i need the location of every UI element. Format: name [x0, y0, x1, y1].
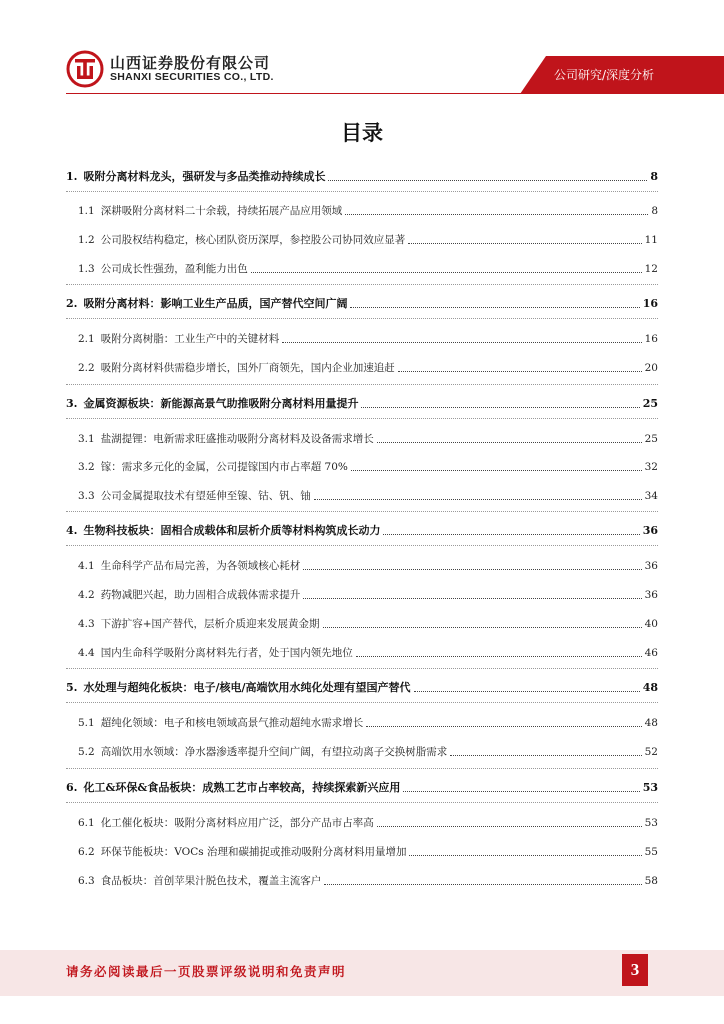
- toc-section-4[interactable]: [66, 520, 658, 538]
- page-number: 3: [622, 954, 648, 986]
- toc-subsection-title: 吸附分离树脂：工业生产中的关键材料: [100, 333, 280, 345]
- company-name-cn: 山西证券股份有限公司: [110, 54, 271, 72]
- section-divider: [66, 802, 658, 803]
- toc-subsection-1-1[interactable]: [66, 200, 658, 218]
- toc-subsection-title: 环保节能板块：VOCs 治理和碳捕捉或推动吸附分离材料用量增加: [100, 846, 407, 858]
- toc-leader-dots: [450, 754, 641, 756]
- toc-subsection-title: 盐湖提锂：电新需求旺盛推动吸附分离材料及设备需求增长: [100, 433, 374, 445]
- section-divider: [66, 768, 658, 769]
- page-header: [0, 0, 724, 100]
- disclaimer-notice: 请务必阅读最后一页股票评级说明和免责声明: [66, 964, 347, 979]
- section-divider: [66, 284, 658, 285]
- toc-subsection-6-3[interactable]: [66, 870, 658, 888]
- toc-subsection-title: 化工催化板块：吸附分离材料应用广泛，部分产品市占率高: [100, 817, 374, 829]
- toc-subsection-title: 超纯化领域：电子和核电领域高景气推动超纯水需求增长: [100, 717, 364, 729]
- toc-subsection-1-3[interactable]: [66, 258, 658, 276]
- toc-subsection-1-2[interactable]: [66, 229, 658, 247]
- toc-leader-dots: [366, 725, 641, 727]
- toc-leader-dots: [345, 213, 648, 215]
- toc-leader-dots: [251, 271, 642, 273]
- toc-subsection-number: 3.2: [78, 461, 95, 473]
- toc-subsection-6-1[interactable]: [66, 812, 658, 830]
- toc-section-number: 3.: [66, 397, 78, 410]
- toc-page-number: 25: [642, 397, 658, 410]
- toc-leader-dots: [303, 597, 641, 599]
- toc-page-number: 12: [644, 263, 658, 275]
- shanxi-securities-logo-icon: [66, 50, 104, 88]
- toc-section-number: 6.: [66, 781, 78, 794]
- toc-subsection-number: 2.2: [78, 362, 95, 374]
- toc-subsection-5-2[interactable]: [66, 741, 658, 759]
- toc-section-1[interactable]: [66, 166, 658, 184]
- toc-section-number: 1.: [66, 170, 78, 183]
- toc-subsection-number: 6.3: [78, 875, 95, 887]
- toc-subsection-title: 吸附分离材料供需稳步增长，国外厂商领先，国内企业加速追赶: [100, 362, 395, 374]
- toc-page-number: 36: [644, 589, 658, 601]
- toc-page-number: 48: [644, 717, 658, 729]
- toc-section-title: 化工&环保&食品板块：成熟工艺市占率较高，持续探索新兴应用: [83, 781, 401, 794]
- section-divider: [66, 511, 658, 512]
- toc-subsection-title: 食品板块：首创苹果汁脱色技术，覆盖主流客户: [100, 875, 322, 887]
- toc-section-title: 金属资源板块：新能源高景气助推吸附分离材料用量提升: [83, 397, 359, 410]
- toc-page-number: 8: [651, 205, 658, 217]
- toc-subsection-number: 4.2: [78, 589, 95, 601]
- section-divider: [66, 668, 658, 669]
- toc-leader-dots: [303, 568, 641, 570]
- toc-leader-dots: [383, 533, 639, 535]
- section-divider: [66, 191, 658, 192]
- toc-page-number: 32: [644, 461, 658, 473]
- toc-subsection-3-3[interactable]: [66, 485, 658, 503]
- toc-page-number: 8: [650, 170, 658, 183]
- toc-page-number: 25: [644, 433, 658, 445]
- toc-subsection-4-4[interactable]: [66, 642, 658, 660]
- toc-subsection-4-1[interactable]: [66, 555, 658, 573]
- toc-subsection-number: 2.1: [78, 333, 95, 345]
- section-divider: [66, 702, 658, 703]
- toc-subsection-5-1[interactable]: [66, 712, 658, 730]
- toc-section-title: 生物科技板块：固相合成载体和层析介质等材料构筑成长动力: [83, 524, 381, 537]
- toc-subsection-title: 下游扩容+国产替代，层析介质迎来发展黄金期: [100, 618, 320, 630]
- toc-page-number: 16: [642, 297, 658, 310]
- report-type-tag: 公司研究/深度分析: [554, 68, 655, 82]
- toc-leader-dots: [414, 690, 640, 692]
- toc-page-number: 48: [642, 681, 658, 694]
- toc-subsection-number: 3.1: [78, 433, 95, 445]
- page-title: 目录: [341, 121, 383, 145]
- toc-leader-dots: [377, 825, 642, 827]
- toc-leader-dots: [324, 883, 641, 885]
- toc-leader-dots: [350, 306, 639, 308]
- toc-leader-dots: [409, 854, 641, 856]
- toc-leader-dots: [377, 441, 642, 443]
- toc-section-number: 4.: [66, 524, 78, 537]
- section-divider: [66, 418, 658, 419]
- toc-section-6[interactable]: [66, 777, 658, 795]
- toc-subsection-number: 5.1: [78, 717, 95, 729]
- toc-subsection-title: 深耕吸附分离材料二十余载，持续拓展产品应用领域: [100, 205, 343, 217]
- toc-leader-dots: [408, 242, 641, 244]
- toc-section-5[interactable]: [66, 677, 658, 695]
- toc-subsection-number: 3.3: [78, 490, 95, 502]
- toc-page-number: 52: [644, 746, 658, 758]
- toc-subsection-4-3[interactable]: [66, 613, 658, 631]
- toc-page-number: 20: [644, 362, 658, 374]
- header-divider: [66, 93, 724, 94]
- toc-section-title: 吸附分离材料：影响工业生产品质，国产替代空间广阔: [83, 297, 348, 310]
- toc-leader-dots: [314, 498, 642, 500]
- toc-page-number: 53: [642, 781, 658, 794]
- toc-leader-dots: [351, 469, 642, 471]
- section-divider: [66, 318, 658, 319]
- toc-subsection-4-2[interactable]: [66, 584, 658, 602]
- toc-section-number: 5.: [66, 681, 78, 694]
- toc-subsection-title: 公司股权结构稳定，核心团队资历深厚，参控股公司协同效应显著: [100, 234, 406, 246]
- toc-page-number: 46: [644, 647, 658, 659]
- toc-subsection-number: 6.1: [78, 817, 95, 829]
- toc-subsection-6-2[interactable]: [66, 841, 658, 859]
- toc-subsection-number: 4.4: [78, 647, 95, 659]
- toc-subsection-title: 高端饮用水领域：净水器渗透率提升空间广阔，有望拉动离子交换树脂需求: [100, 746, 448, 758]
- toc-subsection-number: 1.3: [78, 263, 95, 275]
- toc-section-2[interactable]: [66, 293, 658, 311]
- section-divider: [66, 545, 658, 546]
- toc-subsection-title: 生命科学产品布局完善，为各领域核心耗材: [100, 560, 301, 572]
- toc-section-title: 吸附分离材料龙头，强研发与多品类推动持续成长: [83, 170, 326, 183]
- toc-subsection-title: 公司金属提取技术有望延伸至镍、钴、钒、铀: [100, 490, 311, 502]
- toc-page-number: 11: [644, 234, 658, 246]
- toc-subsection-number: 4.1: [78, 560, 95, 572]
- toc-subsection-number: 1.2: [78, 234, 95, 246]
- toc-page-number: 40: [644, 618, 658, 630]
- toc-subsection-title: 公司成长性强劲，盈利能力出色: [100, 263, 248, 275]
- toc-section-number: 2.: [66, 297, 78, 310]
- toc-subsection-3-2[interactable]: [66, 456, 658, 474]
- company-name-en: SHANXI SECURITIES CO., LTD.: [110, 71, 274, 83]
- toc-page-number: 55: [644, 846, 658, 858]
- toc-page-number: 36: [644, 560, 658, 572]
- toc-subsection-number: 5.2: [78, 746, 95, 758]
- toc-leader-dots: [398, 370, 642, 372]
- toc-leader-dots: [323, 626, 642, 628]
- toc-page-number: 34: [644, 490, 658, 502]
- toc-subsection-title: 镓：需求多元化的金属，公司提镓国内市占率超 70%: [100, 461, 348, 473]
- toc-leader-dots: [328, 179, 647, 181]
- toc-leader-dots: [282, 341, 641, 343]
- toc-subsection-title: 药物减肥兴起，助力固相合成载体需求提升: [100, 589, 301, 601]
- toc-section-title: 水处理与超纯化板块：电子/核电/高端饮用水纯化处理有望国产替代: [83, 681, 411, 694]
- toc-section-3[interactable]: [66, 393, 658, 411]
- toc-page-number: 58: [644, 875, 658, 887]
- toc-leader-dots: [403, 790, 639, 792]
- toc-subsection-title: 国内生命科学吸附分离材料先行者，处于国内领先地位: [100, 647, 353, 659]
- toc-leader-dots: [361, 406, 639, 408]
- toc-subsection-3-1[interactable]: [66, 428, 658, 446]
- toc-subsection-2-2[interactable]: [66, 357, 658, 375]
- toc-subsection-number: 1.1: [78, 205, 95, 217]
- toc-subsection-2-1[interactable]: [66, 328, 658, 346]
- section-divider: [66, 384, 658, 385]
- toc-page-number: 53: [644, 817, 658, 829]
- toc-page-number: 36: [642, 524, 658, 537]
- toc-leader-dots: [356, 655, 642, 657]
- toc-subsection-number: 6.2: [78, 846, 95, 858]
- toc-subsection-number: 4.3: [78, 618, 95, 630]
- toc-page-number: 16: [644, 333, 658, 345]
